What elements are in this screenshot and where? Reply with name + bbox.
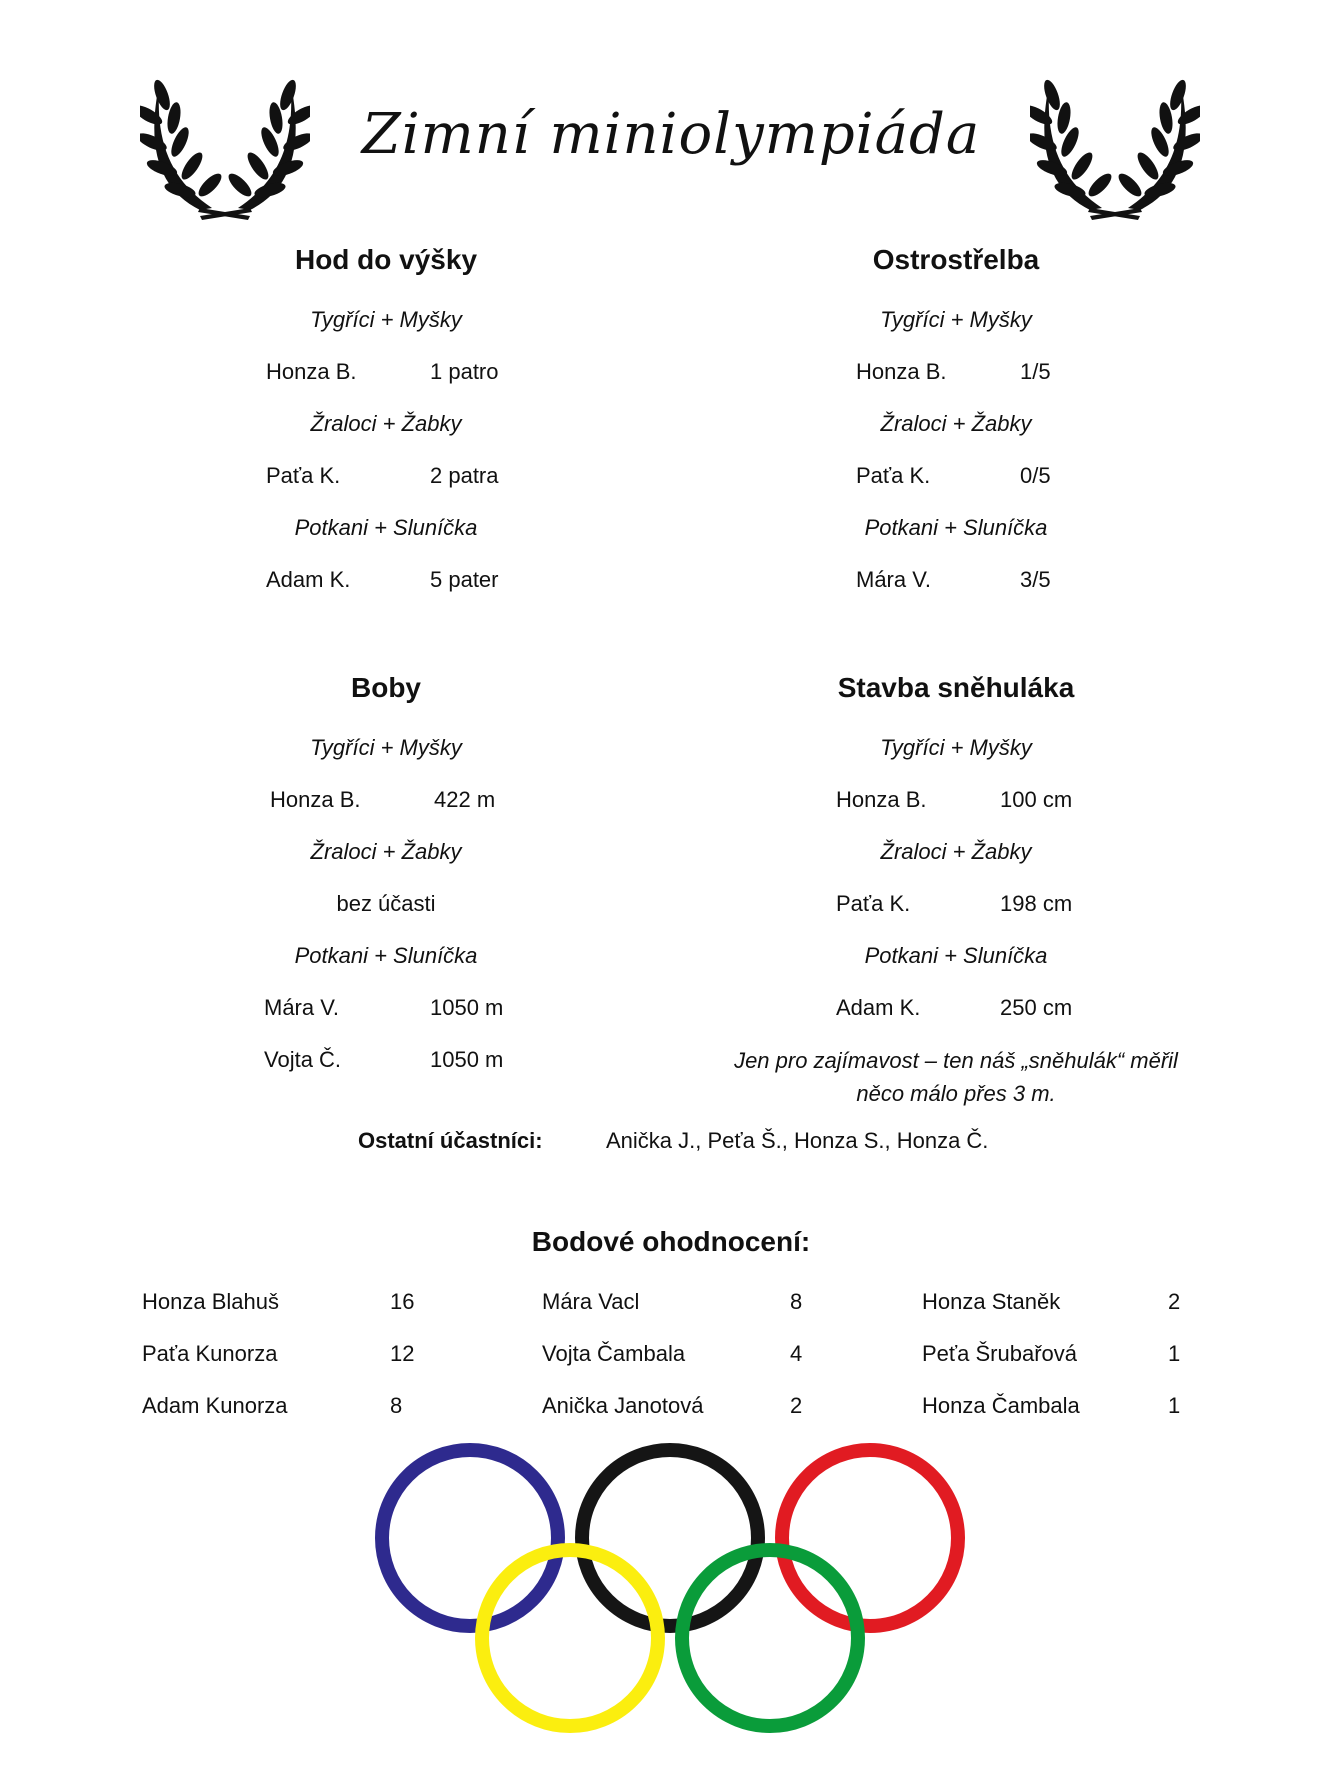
result-name: Honza B. [836,787,927,812]
result-value: 198 cm [1000,891,1073,916]
result-name: Mára V. [264,995,340,1020]
team-label: Žraloci + Žabky [880,839,1032,864]
result-row [126,982,646,1034]
result-name: Adam K. [266,567,351,592]
ring-yellow [482,1550,658,1726]
score-points: 2 [1168,1289,1181,1314]
team-label: Tygříci + Myšky [880,735,1032,760]
result-value: 1 patro [430,359,499,384]
score-title: Bodové ohodnocení: [531,1226,811,1257]
team-label: Potkani + Sluníčka [864,943,1048,968]
score-points: 8 [390,1393,403,1418]
score-points: 8 [790,1289,803,1314]
score-name: Honza Staněk [922,1289,1061,1314]
result-text: bez účasti [336,891,436,916]
score-points: 12 [390,1341,415,1366]
team-label: Potkani + Sluníčka [294,943,478,968]
team-label: Potkani + Sluníčka [864,515,1048,540]
result-name: Mára V. [856,567,932,592]
event-ostrostrelba [696,240,1216,606]
result-row [696,450,1216,502]
result-row [126,878,646,930]
note [696,1044,1216,1110]
score-points: 4 [790,1341,803,1366]
result-row [696,982,1216,1034]
team-label: Tygříci + Myšky [310,735,462,760]
score-name: Mára Vacl [542,1289,640,1314]
result-row [126,1034,646,1086]
ring-red [782,1450,958,1626]
team-label: Potkani + Sluníčka [294,515,478,540]
result-name: Honza B. [266,359,357,384]
result-row [126,774,646,826]
result-row [126,450,646,502]
result-name: Vojta Č. [264,1047,342,1072]
event-title: Stavba sněhuláka [837,672,1075,703]
score-name: Honza Blahuš [142,1289,279,1314]
result-name: Paťa K. [266,463,341,488]
score-name: Peťa Šrubařová [922,1341,1078,1366]
event-title: Ostrostřelba [872,244,1040,275]
score-name: Paťa Kunorza [142,1341,278,1366]
result-name: Adam K. [836,995,921,1020]
other-participants-label: Ostatní účastníci: [358,1128,543,1153]
event-title: Boby [351,672,421,703]
event-hod-do-vysky [126,240,646,606]
note-line: něco málo přes 3 m. [856,1081,1056,1106]
result-name: Paťa K. [856,463,931,488]
result-row [126,554,646,606]
result-row [696,774,1216,826]
event-title: Hod do výšky [294,244,478,275]
result-value: 0/5 [1020,463,1051,488]
result-value: 250 cm [1000,995,1073,1020]
result-value: 1/5 [1020,359,1051,384]
ring-blue [382,1450,558,1626]
score-points: 2 [790,1393,803,1418]
team-label: Žraloci + Žabky [880,411,1032,436]
score-name: Vojta Čambala [542,1341,686,1366]
score-points: 16 [390,1289,415,1314]
result-row [696,554,1216,606]
result-name: Honza B. [856,359,947,384]
score-name: Adam Kunorza [142,1393,288,1418]
team-label: Žraloci + Žabky [310,411,462,436]
result-row [696,346,1216,398]
other-participants-list: Anička J., Peťa Š., Honza S., Honza Č. [606,1128,989,1153]
event-stavba-snehulaka [696,668,1216,1110]
result-row [696,878,1216,930]
result-name: Paťa K. [836,891,911,916]
score-name: Honza Čambala [922,1393,1080,1418]
score-points: 1 [1168,1393,1181,1418]
result-value: 2 patra [430,463,499,488]
team-label: Tygříci + Myšky [310,307,462,332]
other-participants [0,1128,1342,1168]
ring-black [582,1450,758,1626]
result-value: 422 m [434,787,496,812]
ring-green [682,1550,858,1726]
page-title: Zimní miniolympiáda [361,102,981,167]
result-value: 1050 m [430,1047,504,1072]
result-value: 100 cm [1000,787,1073,812]
event-boby [126,668,646,1086]
score-points: 1 [1168,1341,1181,1366]
result-value: 5 pater [430,567,499,592]
result-row [126,346,646,398]
result-value: 1050 m [430,995,504,1020]
olympic-rings-icon [370,1438,970,1738]
laurel-wreath-icon [1030,70,1200,220]
note-line: Jen pro zajímavost – ten náš „sněhulák“ měřil [734,1048,1178,1073]
score-name: Anička Janotová [542,1393,704,1418]
result-name: Honza B. [270,787,361,812]
team-label: Žraloci + Žabky [310,839,462,864]
team-label: Tygříci + Myšky [880,307,1032,332]
result-value: 3/5 [1020,567,1051,592]
